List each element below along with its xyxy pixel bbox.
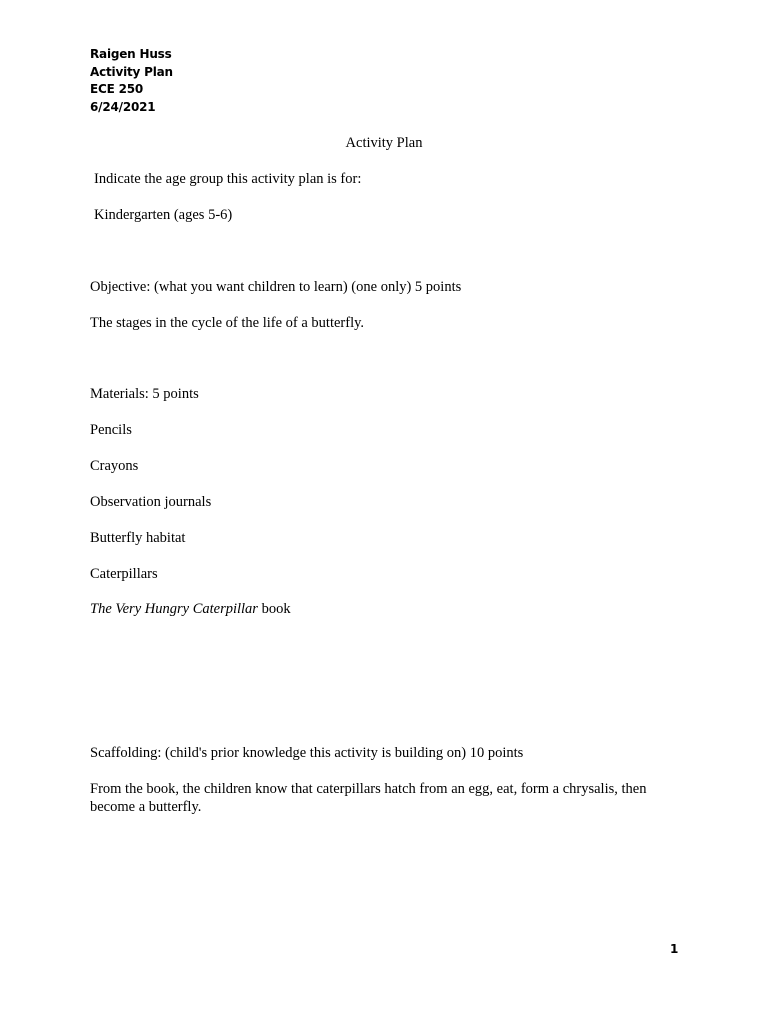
book-suffix: book: [257, 601, 291, 617]
page-title: Activity Plan: [345, 135, 423, 151]
material-item: Crayons: [90, 458, 139, 474]
scaffolding-text: From the book, the children know that caterpillars hatch from an egg, eat, form a chrysalis, then become a butterfly.: [90, 781, 647, 815]
material-item: Caterpillars: [90, 566, 158, 582]
book-title: The Very Hungry Caterpillar: [90, 601, 258, 617]
material-item: Pencils: [90, 422, 132, 438]
document-type: Activity Plan: [90, 64, 173, 79]
document-date: 6/24/2021: [90, 99, 156, 114]
material-item: Observation journals: [90, 494, 212, 510]
author-name: Raigen Huss: [90, 47, 172, 61]
materials-heading: Materials: 5 points: [90, 386, 199, 402]
age-group-prompt: Indicate the age group this activity plan is for:: [94, 171, 362, 187]
objective-text: The stages in the cycle of the life of a butterfly.: [90, 315, 365, 331]
page-number: 1: [670, 942, 679, 956]
material-book: [90, 600, 291, 618]
objective-heading: Objective: (what you want children to learn) (one only) 5 points: [90, 279, 462, 295]
material-item: Butterfly habitat: [90, 530, 186, 546]
course-code: ECE 250: [90, 82, 144, 96]
document-header: [90, 46, 173, 116]
age-group-value: Kindergarten (ages 5-6): [94, 207, 233, 223]
scaffolding-heading: Scaffolding: (child's prior knowledge this activity is building on) 10 points: [90, 745, 524, 761]
